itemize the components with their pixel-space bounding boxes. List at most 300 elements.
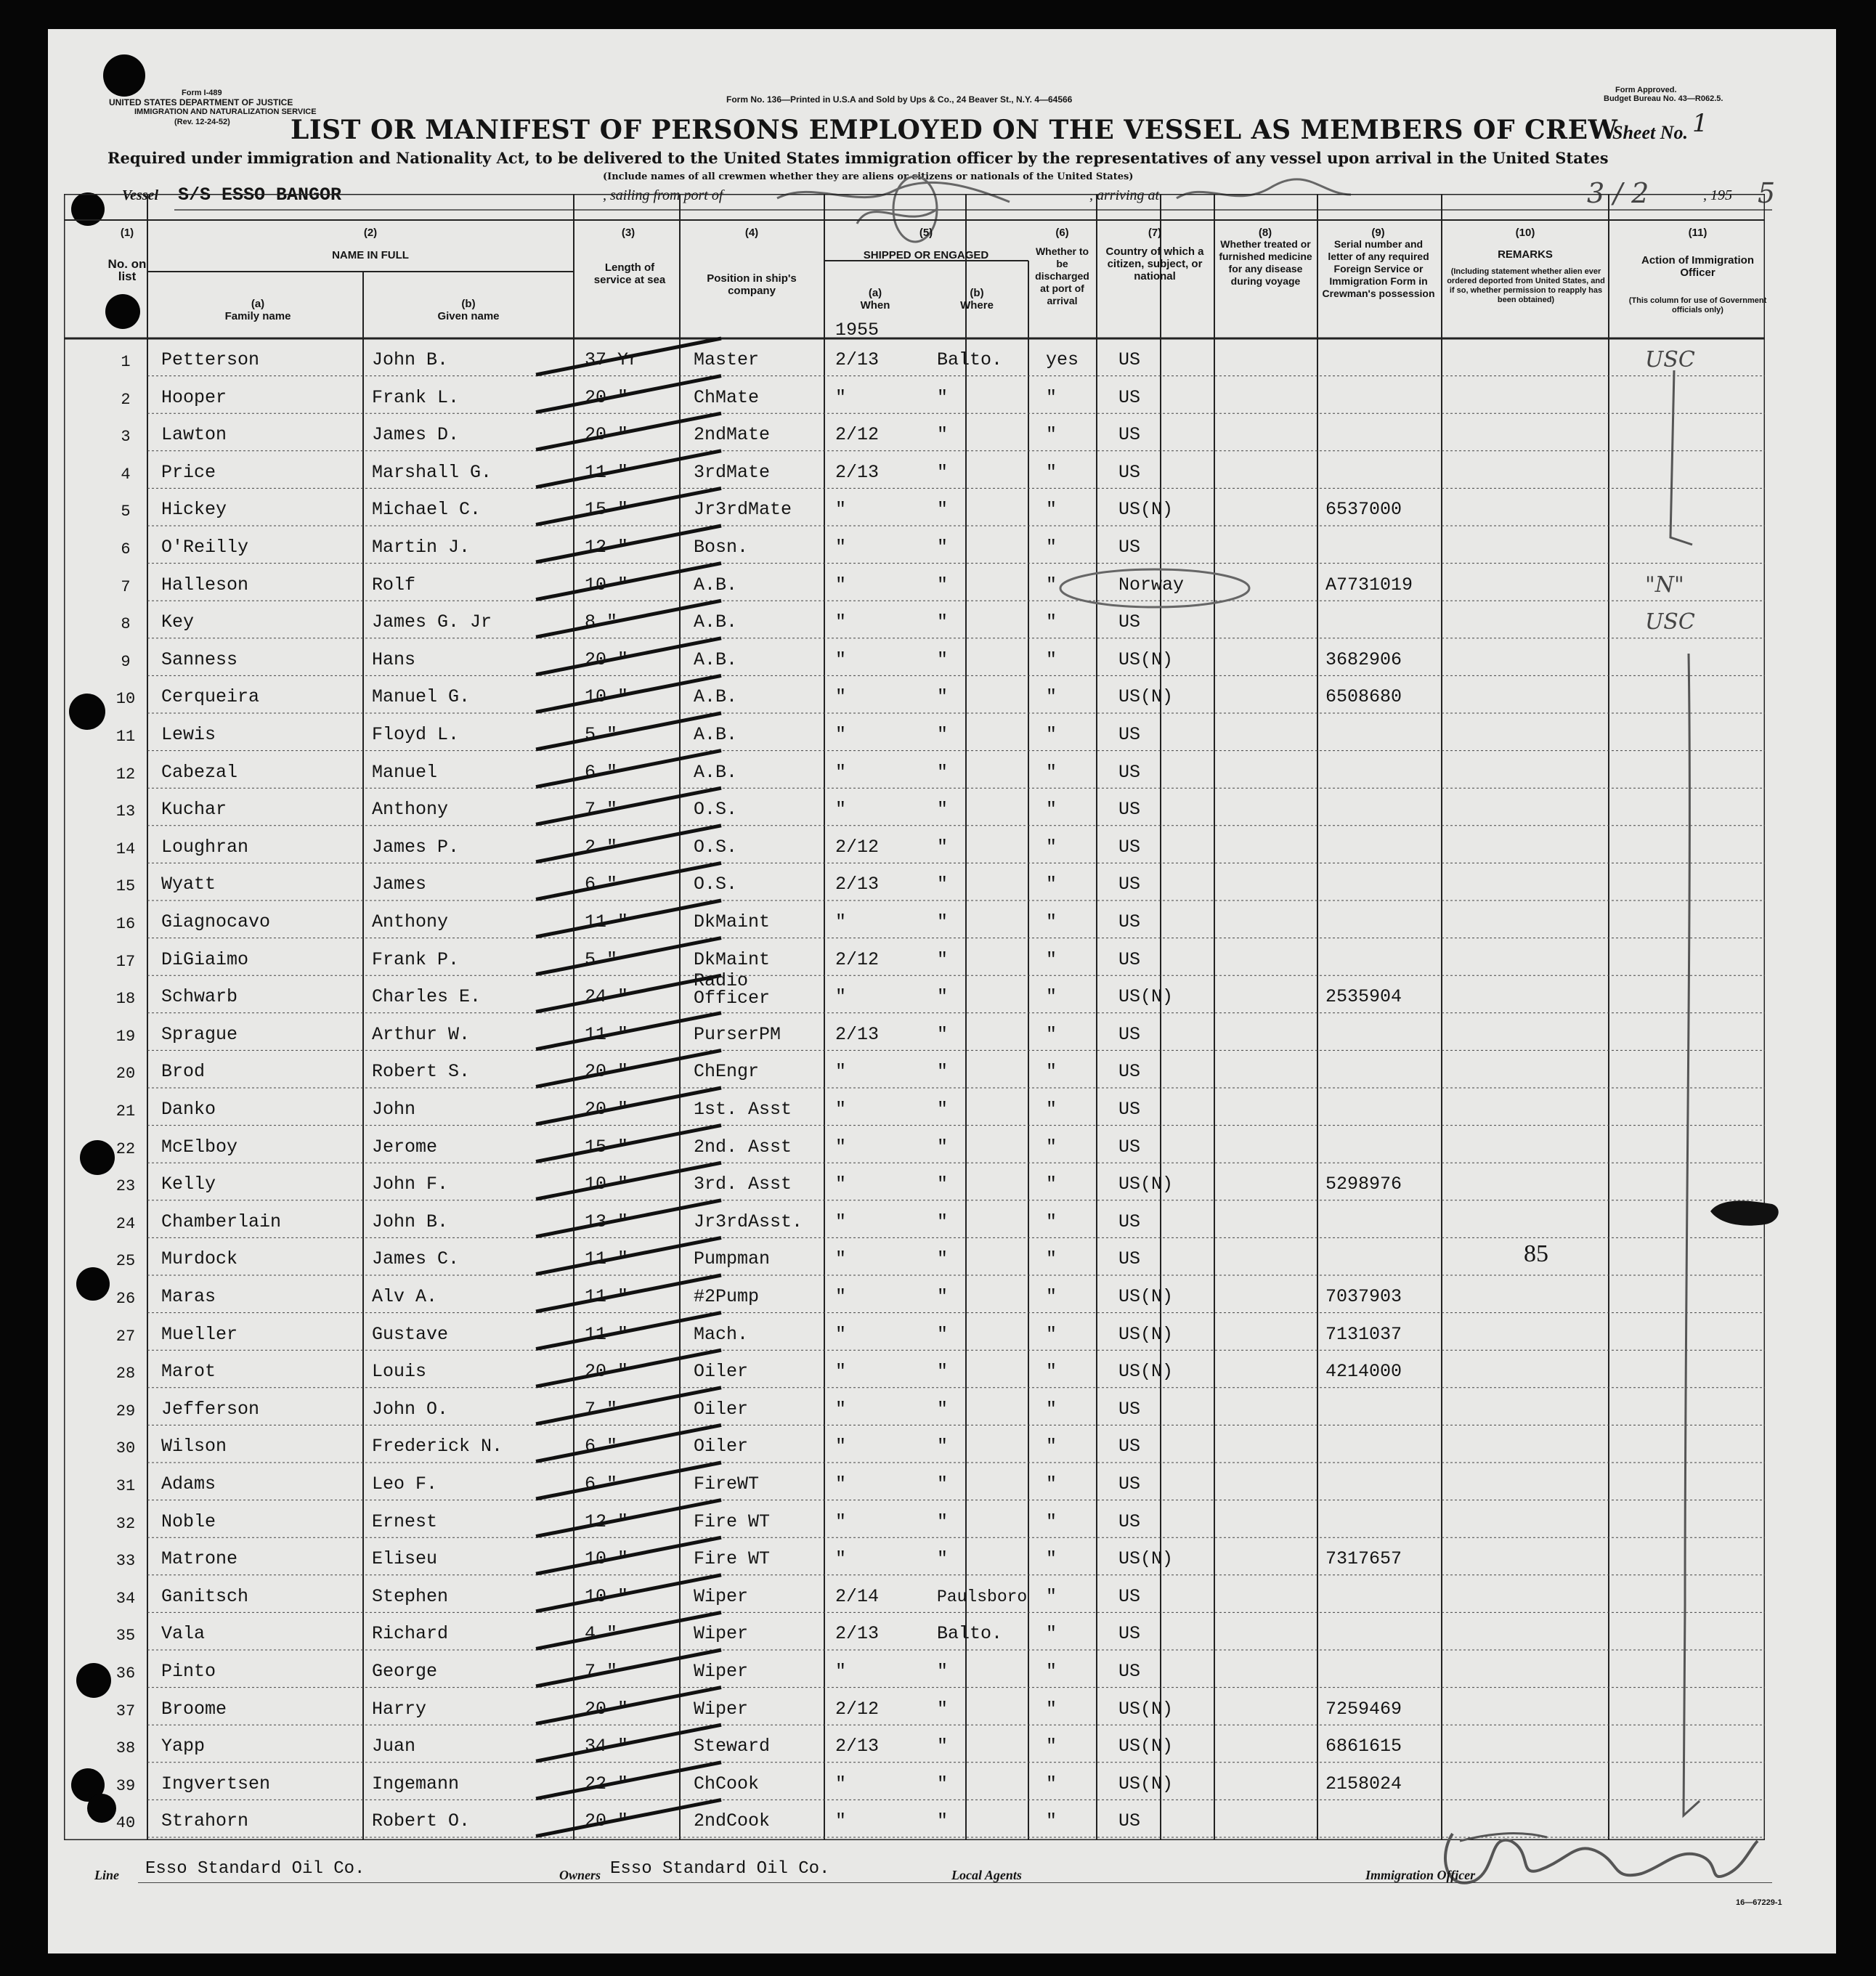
col6-number: (6) [1055, 227, 1069, 239]
length-of-service: 6 " [585, 874, 618, 895]
col10-number: (10) [1515, 227, 1535, 239]
shipped-when: 2/13 [835, 874, 880, 895]
family-name: Yapp [161, 1736, 206, 1757]
given-name: Alv A. [372, 1286, 438, 1307]
family-name: Wyatt [161, 874, 216, 895]
row-number: 24 [115, 1214, 136, 1233]
family-name: Adams [161, 1473, 216, 1495]
shipped-when: " [835, 1473, 847, 1495]
family-name: McElboy [161, 1136, 238, 1158]
discharge: " [1046, 1361, 1057, 1383]
length-of-service: 10 " [585, 574, 629, 595]
col11-note: (This column for use of Government officials only) [1628, 296, 1767, 314]
arrival-date: 3 / 2 [1587, 177, 1649, 209]
discharge: " [1046, 836, 1057, 858]
length-of-service: 20 " [585, 1099, 629, 1120]
family-name: DiGiaimo [161, 948, 249, 970]
country: US [1118, 799, 1141, 821]
discharge: " [1046, 799, 1057, 821]
discharge: " [1046, 461, 1057, 483]
position: 2nd. Asst [694, 1136, 792, 1158]
country: US(N) [1118, 1698, 1174, 1720]
row-number: 11 [115, 728, 136, 746]
discharge: " [1046, 1023, 1057, 1045]
length-of-service: 12 " [585, 1511, 629, 1532]
shipped-when: 2/13 [835, 461, 880, 483]
shipped-when: " [835, 724, 847, 745]
position: A.B. [694, 574, 738, 595]
length-of-service: 20 " [585, 1061, 629, 1083]
shipped-where: " [937, 1773, 949, 1794]
row-number: 5 [121, 503, 131, 521]
position: Jr3rdMate [694, 499, 792, 521]
family-name: Marot [161, 1361, 216, 1383]
discharge: " [1046, 499, 1057, 521]
row-number: 16 [115, 915, 136, 933]
serial-number: 2158024 [1325, 1773, 1402, 1794]
row-number: 22 [115, 1139, 136, 1158]
family-name: Maras [161, 1286, 216, 1307]
given-name: Juan [372, 1736, 416, 1757]
row-number: 3 [121, 428, 131, 447]
shipped-where: " [937, 574, 949, 595]
row-number: 39 [115, 1776, 136, 1795]
position: FireWT [694, 1473, 760, 1495]
given-name: Frederick N. [372, 1436, 503, 1457]
length-of-service: 6 " [585, 1436, 618, 1457]
discharge: " [1046, 1211, 1057, 1232]
shipped-where: " [937, 1436, 949, 1457]
remarks-number: 85 [1524, 1240, 1548, 1267]
shipped-where: " [937, 1323, 949, 1345]
subnote: (Include names of all crewmen whether they are aliens or citizens or nationals of the United States) [603, 171, 1134, 182]
discharge: " [1046, 986, 1057, 1008]
shipped-where: " [937, 424, 949, 446]
position: Wiper [694, 1585, 749, 1607]
given-name: James C. [372, 1248, 460, 1270]
discharge: " [1046, 1511, 1057, 1532]
country: US [1118, 386, 1141, 408]
manifest-table-grid [64, 194, 1765, 1840]
given-name: Jerome [372, 1136, 438, 1158]
shipped-when: 2/13 [835, 1623, 880, 1645]
country: US(N) [1118, 499, 1174, 521]
given-name: George [372, 1661, 438, 1682]
length-of-service: 11 " [585, 911, 629, 932]
given-name: Michael C. [372, 499, 482, 521]
row-number: 9 [121, 652, 131, 671]
country: US [1118, 461, 1141, 483]
shipped-when: " [835, 986, 847, 1008]
country: US [1118, 948, 1141, 970]
page-title: LIST OR MANIFEST OF PERSONS EMPLOYED ON THE VESSEL AS MEMBERS OF CREW [291, 115, 1618, 145]
position: 3rd. Asst [694, 1174, 792, 1195]
length-of-service: 20 " [585, 648, 629, 670]
length-of-service: 5 " [585, 724, 618, 745]
family-name: Wilson [161, 1436, 227, 1457]
country: US(N) [1118, 1736, 1174, 1757]
row-number: 6 [121, 540, 131, 558]
given-name: James D. [372, 424, 460, 446]
shipped-where: " [937, 1511, 949, 1532]
printer-note: Form No. 136—Printed in U.S.A and Sold by Ups & Co., 24 Beaver St., N.Y. 4—64566 [726, 94, 1073, 105]
position: DkMaint [694, 948, 771, 970]
discharge: " [1046, 386, 1057, 408]
row-number: 31 [115, 1477, 136, 1495]
row-number: 8 [121, 615, 131, 634]
family-name: Matrone [161, 1548, 238, 1570]
discharge: " [1046, 1548, 1057, 1570]
row-number: 21 [115, 1102, 136, 1121]
length-of-service: 7 " [585, 1661, 618, 1682]
serial-number: 3682906 [1325, 648, 1402, 670]
shipped-when: " [835, 1398, 847, 1420]
family-name: Halleson [161, 574, 249, 595]
country: US [1118, 424, 1141, 446]
col5-number: (5) [919, 227, 933, 239]
position: Jr3rdAsst. [694, 1211, 803, 1232]
family-name: O'Reilly [161, 537, 249, 558]
ink-blot [1707, 1197, 1787, 1229]
given-name: Martin J. [372, 537, 471, 558]
officer-signature [1431, 1812, 1765, 1899]
row-number: 2 [121, 390, 131, 409]
row-number: 40 [115, 1814, 136, 1833]
shipped-where: " [937, 1361, 949, 1383]
family-name: Mueller [161, 1323, 238, 1345]
discharge: " [1046, 1773, 1057, 1794]
discharge: " [1046, 537, 1057, 558]
given-name: Gustave [372, 1323, 449, 1345]
serial-number: 7037903 [1325, 1286, 1402, 1307]
shipped-when: " [835, 574, 847, 595]
row-number: 26 [115, 1290, 136, 1308]
row-number: 10 [115, 690, 136, 709]
shipped-when: " [835, 1548, 847, 1570]
row-number: 34 [115, 1589, 136, 1608]
country: US(N) [1118, 1286, 1174, 1307]
country: US(N) [1118, 686, 1174, 708]
position: 1st. Asst [694, 1099, 792, 1120]
col1-number: (1) [120, 227, 134, 239]
country: US [1118, 1585, 1141, 1607]
given-name: Anthony [372, 911, 449, 932]
officer-action: USC [1645, 347, 1695, 373]
row-number: 1 [121, 353, 131, 371]
given-name: John B. [372, 349, 449, 370]
row-number: 12 [115, 765, 136, 784]
shipped-where: " [937, 1099, 949, 1120]
length-of-service: 6 " [585, 1473, 618, 1495]
family-name: Hooper [161, 386, 227, 408]
vessel-name: S/S ESSO BANGOR [178, 184, 342, 206]
shipped-when: " [835, 1136, 847, 1158]
col2a-header: (a) Family name [224, 298, 291, 322]
given-name: Anthony [372, 799, 449, 821]
shipped-when: " [835, 611, 847, 633]
form-code: 16—67229-1 [1736, 1898, 1782, 1907]
given-name: Louis [372, 1361, 427, 1383]
shipped-where: " [937, 1473, 949, 1495]
discharge: " [1046, 1099, 1057, 1120]
shipped-when: 2/13 [835, 1023, 880, 1045]
position: Oiler [694, 1361, 749, 1383]
discharge: " [1046, 1473, 1057, 1495]
shipped-where: " [937, 724, 949, 745]
shipped-where: " [937, 1061, 949, 1083]
shipped-when: " [835, 648, 847, 670]
col9-number: (9) [1371, 227, 1385, 239]
shipped-where: " [937, 761, 949, 783]
line-label: Line [94, 1868, 119, 1882]
serial-number: 2535904 [1325, 986, 1402, 1008]
budget-bureau: Budget Bureau No. 43—R062.5. [1604, 94, 1723, 103]
shipped-where: Balto. [937, 1623, 1003, 1645]
given-name: Robert S. [372, 1061, 471, 1083]
given-name: James [372, 874, 427, 895]
col1-header: No. on list [107, 257, 147, 283]
arriving-label: , arriving at [1089, 187, 1160, 203]
shipped-when: " [835, 761, 847, 783]
given-name: Manuel G. [372, 686, 471, 708]
country: US [1118, 874, 1141, 895]
serial-number: 6508680 [1325, 686, 1402, 708]
position: ChMate [694, 386, 760, 408]
serial-number: 6861615 [1325, 1736, 1402, 1757]
discharge: " [1046, 648, 1057, 670]
shipped-when: " [835, 1286, 847, 1307]
shipped-where: " [937, 686, 949, 708]
shipped-when: 2/12 [835, 948, 880, 970]
position: A.B. [694, 648, 738, 670]
shipped-when: " [835, 1361, 847, 1383]
length-of-service: 20 " [585, 1810, 629, 1832]
country: US [1118, 1661, 1141, 1682]
length-of-service: 12 " [585, 537, 629, 558]
officer-bracket-marks [1649, 370, 1736, 1859]
position: Mach. [694, 1323, 749, 1345]
position: O.S. [694, 836, 738, 858]
shipped-where: " [937, 1398, 949, 1420]
position: Wiper [694, 1698, 749, 1720]
shipped-where: " [937, 648, 949, 670]
given-name: Frank L. [372, 386, 460, 408]
given-name: Richard [372, 1623, 449, 1645]
given-name: Rolf [372, 574, 416, 595]
row-number: 23 [115, 1177, 136, 1196]
discharge: " [1046, 761, 1057, 783]
shipped-when: " [835, 537, 847, 558]
length-of-service: 11 " [585, 1023, 629, 1045]
country: US [1118, 1473, 1141, 1495]
country: US [1118, 1623, 1141, 1645]
given-name: John B. [372, 1211, 449, 1232]
shipped-when: " [835, 911, 847, 932]
col5a-header: (a) When [860, 287, 890, 312]
officer-label: Immigration Officer [1365, 1868, 1476, 1882]
family-name: Hickey [161, 499, 227, 521]
country: US [1118, 1099, 1141, 1120]
country: US [1118, 349, 1141, 370]
col11-number: (11) [1688, 227, 1708, 239]
given-name: Marshall G. [372, 461, 492, 483]
row-number: 38 [115, 1739, 136, 1758]
sheet-number: 1 [1692, 109, 1708, 138]
sheet-label: Sheet No. [1612, 122, 1688, 143]
footer-rule [138, 1882, 1772, 1883]
serial-number: 7131037 [1325, 1323, 1402, 1345]
row-number: 27 [115, 1327, 136, 1346]
shipped-when: " [835, 1174, 847, 1195]
position: Radio Officer [694, 970, 771, 1009]
col2-header: NAME IN FULL [332, 249, 409, 261]
family-name: Broome [161, 1698, 227, 1720]
length-of-service: 10 " [585, 1585, 629, 1607]
family-name: Price [161, 461, 216, 483]
country: US [1118, 1511, 1141, 1532]
position: Wiper [694, 1661, 749, 1682]
shipped-when: " [835, 1773, 847, 1794]
given-name: Charles E. [372, 986, 482, 1008]
col11-header: Action of Immigration Officer [1641, 254, 1754, 279]
given-name: Eliseu [372, 1548, 438, 1570]
shipped-when: 2/13 [835, 349, 880, 370]
family-name: Schwarb [161, 986, 238, 1008]
discharge: " [1046, 1436, 1057, 1457]
family-name: Petterson [161, 349, 260, 370]
page-subtitle: Required under immigration and Nationality Act, to be delivered to the United States immigration officer by the representatives of any vessel upon arrival in the United States [107, 149, 1609, 167]
discharge: " [1046, 1585, 1057, 1607]
given-name: Frank P. [372, 948, 460, 970]
family-name: Kuchar [161, 799, 227, 821]
col7-number: (7) [1148, 227, 1162, 239]
shipped-when: " [835, 1436, 847, 1457]
position: DkMaint [694, 911, 771, 932]
discharge: " [1046, 1810, 1057, 1832]
country: US(N) [1118, 1548, 1174, 1570]
row-number: 13 [115, 802, 136, 821]
sailing-label: , sailing from port of [603, 187, 723, 203]
given-name: James P. [372, 836, 460, 858]
family-name: Lewis [161, 724, 216, 745]
shipped-when: " [835, 1099, 847, 1120]
year-label: , 195 [1703, 187, 1732, 203]
length-of-service: 20 " [585, 424, 629, 446]
country: US [1118, 1211, 1141, 1232]
family-name: Pinto [161, 1661, 216, 1682]
discharge: " [1046, 1398, 1057, 1420]
family-name: Sanness [161, 648, 238, 670]
position: Fire WT [694, 1511, 771, 1532]
serial-number: 4214000 [1325, 1361, 1402, 1383]
discharge: " [1046, 1323, 1057, 1345]
given-name: Manuel [372, 761, 438, 783]
shipped-when: " [835, 686, 847, 708]
shipped-when: 2/12 [835, 836, 880, 858]
shipped-when: " [835, 499, 847, 521]
length-of-service: 7 " [585, 1398, 618, 1420]
row-number: 29 [115, 1402, 136, 1420]
shipped-when: " [835, 1061, 847, 1083]
serial-number: 5298976 [1325, 1174, 1402, 1195]
length-of-service: 2 " [585, 836, 618, 858]
col4-number: (4) [744, 227, 759, 239]
shipped-when: " [835, 1511, 847, 1532]
length-of-service: 15 " [585, 499, 629, 521]
discharge: " [1046, 1136, 1057, 1158]
norway-circle-mark [1057, 563, 1253, 614]
discharge: " [1046, 948, 1057, 970]
shipped-where: " [937, 1736, 949, 1757]
row-number: 35 [115, 1627, 136, 1646]
row-number: 25 [115, 1252, 136, 1271]
owners-label: Owners [559, 1868, 601, 1882]
country: US [1118, 1023, 1141, 1045]
discharge: " [1046, 574, 1057, 595]
position: ChCook [694, 1773, 760, 1794]
col4-header: Position in ship's company [707, 272, 797, 297]
serial-number: 7317657 [1325, 1548, 1402, 1570]
shipped-when: 2/13 [835, 1736, 880, 1757]
col8-header: Whether treated or furnished medicine for any disease during voyage [1219, 238, 1312, 287]
given-name: Arthur W. [372, 1023, 471, 1045]
family-name: Noble [161, 1511, 216, 1532]
length-of-service: 8 " [585, 611, 618, 633]
given-name: John [372, 1099, 416, 1120]
discharge: " [1046, 1286, 1057, 1307]
shipped-when: " [835, 799, 847, 821]
position: O.S. [694, 874, 738, 895]
serial-number: 7259469 [1325, 1698, 1402, 1720]
col3-header: Length of service at sea [593, 261, 666, 286]
length-of-service: 11 " [585, 1323, 629, 1345]
length-of-service: 24 " [585, 986, 629, 1008]
shipped-where: " [937, 836, 949, 858]
shipped-when: 2/12 [835, 424, 880, 446]
family-name: Ingvertsen [161, 1773, 271, 1794]
shipped-where: Paulsboro [937, 1587, 1028, 1606]
col9-header: Serial number and letter of any required Foreign Service or Immigration Form in Crewman's possession [1322, 238, 1435, 299]
shipped-where: " [937, 386, 949, 408]
discharge: " [1046, 1248, 1057, 1270]
country: US [1118, 537, 1141, 558]
shipped-where: " [937, 1810, 949, 1832]
country: US [1118, 1136, 1141, 1158]
row-number: 4 [121, 465, 131, 484]
year-digit: 5 [1758, 177, 1776, 209]
length-of-service: 15 " [585, 1136, 629, 1158]
shipped-where: " [937, 799, 949, 821]
country: US(N) [1118, 1773, 1174, 1794]
country: US(N) [1118, 1323, 1174, 1345]
discharge: " [1046, 1174, 1057, 1195]
discharge: " [1046, 874, 1057, 895]
col10-header: REMARKS [1498, 248, 1553, 261]
shipped-when: " [835, 386, 847, 408]
length-of-service: 10 " [585, 686, 629, 708]
shipped-when: " [835, 1248, 847, 1270]
shipped-where: " [937, 611, 949, 633]
position: A.B. [694, 686, 738, 708]
given-name: Harry [372, 1698, 427, 1720]
discharge: " [1046, 1661, 1057, 1682]
shipped-where: " [937, 1248, 949, 1270]
country: US [1118, 911, 1141, 932]
country: US [1118, 1436, 1141, 1457]
family-name: Murdock [161, 1248, 238, 1270]
family-name: Vala [161, 1623, 206, 1645]
position: Pumpman [694, 1248, 771, 1270]
